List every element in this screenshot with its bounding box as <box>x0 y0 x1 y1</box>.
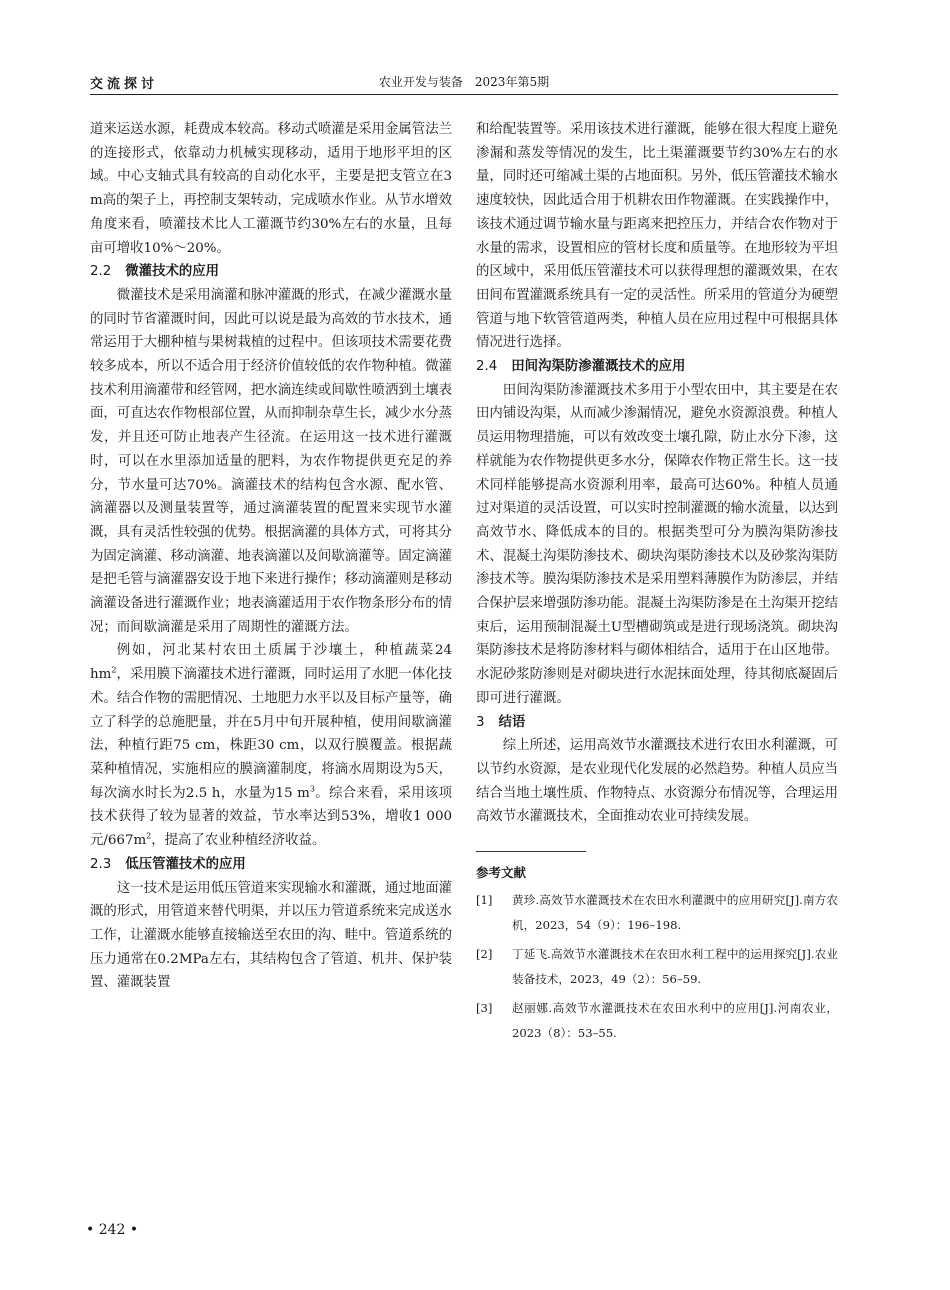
references-title: 参考文献 <box>476 865 527 881</box>
heading-title: 微灌技术的应用 <box>125 264 220 280</box>
page-number: • 242 • <box>86 1222 139 1238</box>
heading-title: 结语 <box>498 714 526 730</box>
reference-item: [2] 丁延飞.高效节水灌溉技术在农田水利工程中的运用探究[J].农业装备技术，2023，49（2）：56–59. <box>476 947 838 987</box>
section-heading-2-4 <box>476 355 838 379</box>
references-rule <box>476 851 586 852</box>
paragraph: 和给配装置等。采用该技术进行灌溉，能够在很大程度上避免渗漏和蒸发等情况的发生，比土渠灌溉要节约30%左右的水量，同时还可缩减土渠的占地面积。另外，低压管灌技术输水速度较快，因此适合用于机耕农田作物灌溉。在实践操作中，该技术通过调节输水量与距离来把控压力，并结合农作物对于水量的需求，设置相应的管材长度和质量等。在地形较为平坦的区域中，采用低压管灌技术可以获得理想的灌溉效果，在农田间布置灌溉系统具有一定的灵活性。所采用的管道分为硬塑管道与地下软管管道两类，种植人员在应用过程中可根据具体情况进行选择。 <box>476 122 838 351</box>
reference-item: [3] 赵丽娜.高效节水灌溉技术在农田水利中的应用[J].河南农业，2023（8）：53–55. <box>476 1001 838 1041</box>
heading-number: 2.4 <box>476 359 498 375</box>
paragraph-example: 例如，河北某村农田土质属于沙壤土，种植蔬菜24 $hm^2$，采用膜下滴灌技术进行灌溉，同时运用了水肥一体化技术。结合作物的需肥情况、土地肥力水平以及目标产量等，确立了科学的总施肥量，并在5月中旬开展种植，使用间歇滴灌法，种植行距75 cm，株距30 cm，以双行膜覆盖。根据蔬菜种植情况，实施相应的膜滴灌制度，将滴水周期设为5天，每次滴水时长为2.5 h，水量为15 $m^3$。综合来看，采用该项技术获得了较为显著的效益，节水率达到53%，增收1 000元$/667m^2$，提高了农业种植经济收益。 <box>90 643 452 849</box>
right-column <box>476 118 838 1046</box>
journal-info: 农业开发与装备 2023年第5期 <box>378 75 550 89</box>
paragraph: 田间沟渠防渗灌溉技术多用于小型农田中，其主要是在农田内铺设沟渠，从而减少渗漏情况，避免水资源浪费。种植人员运用物理措施，可以有效改变土壤孔隙，防止水分下渗，这样就能为农作物提供更多水分，保障农作物正常生长。这一技术同样能够提高水资源利用率，最高可达60%。种植人员通过对渠道的灵活设置，可以实时控制灌溉的输水流量，以达到高效节水、降低成本的目的。根据类型可分为膜沟渠防渗技术、混凝土沟渠防渗技术、砌块沟渠防渗技术以及砂浆沟渠防渗技术等。膜沟渠防渗技术是采用塑料薄膜作为防渗层，并结合保护层来增强防渗功能。混凝土沟渠防渗是在土沟渠开挖结束后，运用预制混凝土U型槽砌筑或是进行现场浇筑。砌块沟渠防渗技术是将防渗材料与砌体相结合，适用于在山区地带。水泥砂浆防渗则是对砌块进行水泥抹面处理，待其彻底凝固后即可进行灌溉。 <box>476 382 838 706</box>
heading-title: 田间沟渠防渗灌溉技术的应用 <box>511 359 686 375</box>
running-header <box>90 70 838 96</box>
section-heading-2-2 <box>90 260 452 284</box>
paragraph: 道来运送水源，耗费成本较高。移动式喷灌是采用金属管法兰的连接形式，依靠动力机械实现移动，适用于地形平坦的区域。中心支轴式具有较高的自动化水平，主要是把支管立在3 m高的架子上，再控制支架转动，完成喷水作业。从节水增效角度来看，喷灌技术比人工灌溉节约30%左右的水量，且每亩可增收10%～20%。 <box>90 122 452 256</box>
heading-title: 低压管灌技术的应用 <box>125 856 246 872</box>
paragraph: 这一技术是运用低压管道来实现输水和灌溉，通过地面灌溉的形式，用管道来替代明渠，并以压力管道系统来完成送水工作，让灌溉水能够直接输送至农田的沟、畦中。管道系统的压力通常在0.2MPa左右，其结构包含了管道、机井、保护装置、灌溉装置 <box>90 880 452 991</box>
header-rule <box>90 94 838 95</box>
heading-number: 2.3 <box>90 856 112 872</box>
section-heading-2-3 <box>90 853 452 877</box>
section-label: 交流探讨 <box>90 77 159 92</box>
heading-number: 3 <box>476 714 485 730</box>
section-heading-3 <box>476 711 838 735</box>
reference-item: [1] 黄珍.高效节水灌溉技术在农田水利灌溉中的应用研究[J].南方农机，2023，54（9）：196–198. <box>476 893 838 933</box>
paragraph: 微灌技术是采用滴灌和脉冲灌溉的形式，在减少灌溉水量的同时节省灌溉时间，因此可以说是最为高效的节水技术，通常运用于大棚种植与果树栽植的过程中。但该项技术需要花费较多成本，所以不适合用于经济价值较低的农作物种植。微灌技术利用滴灌带和经管网，把水滴连续或间歇性喷洒到土壤表面，可直达农作物根部位置，从而抑制杂草生长，减少水分蒸发，并且还可防止地表产生径流。在运用这一技术进行灌溉时，可以在水里添加适量的肥料，为农作物提供更充足的养分，节水量可达70%。滴灌技术的结构包含水源、配水管、滴灌器以及测量装置等，通过滴灌装置的配置来实现节水灌溉，具有灵活性较强的优势。根据滴灌的具体方式，可将其分为固定滴灌、移动滴灌、地表滴灌以及间歇滴灌等。固定滴灌是把毛管与滴灌器安设于地下来进行操作；移动滴灌则是移动滴灌设备进行灌溉作业；地表滴灌适用于农作物条形分布的情况；而间歇滴灌是采用了周期性的灌溉方法。 <box>90 287 452 635</box>
heading-number: 2.2 <box>90 264 112 280</box>
left-column <box>90 118 452 995</box>
paragraph: 综上所述，运用高效节水灌溉技术进行农田水利灌溉，可以节约水资源，是农业现代化发展的必然趋势。种植人员应当结合当地土壤性质、作物特点、水资源分布情况等，合理运用高效节水灌溉技术，全面推动农业可持续发展。 <box>476 738 838 825</box>
